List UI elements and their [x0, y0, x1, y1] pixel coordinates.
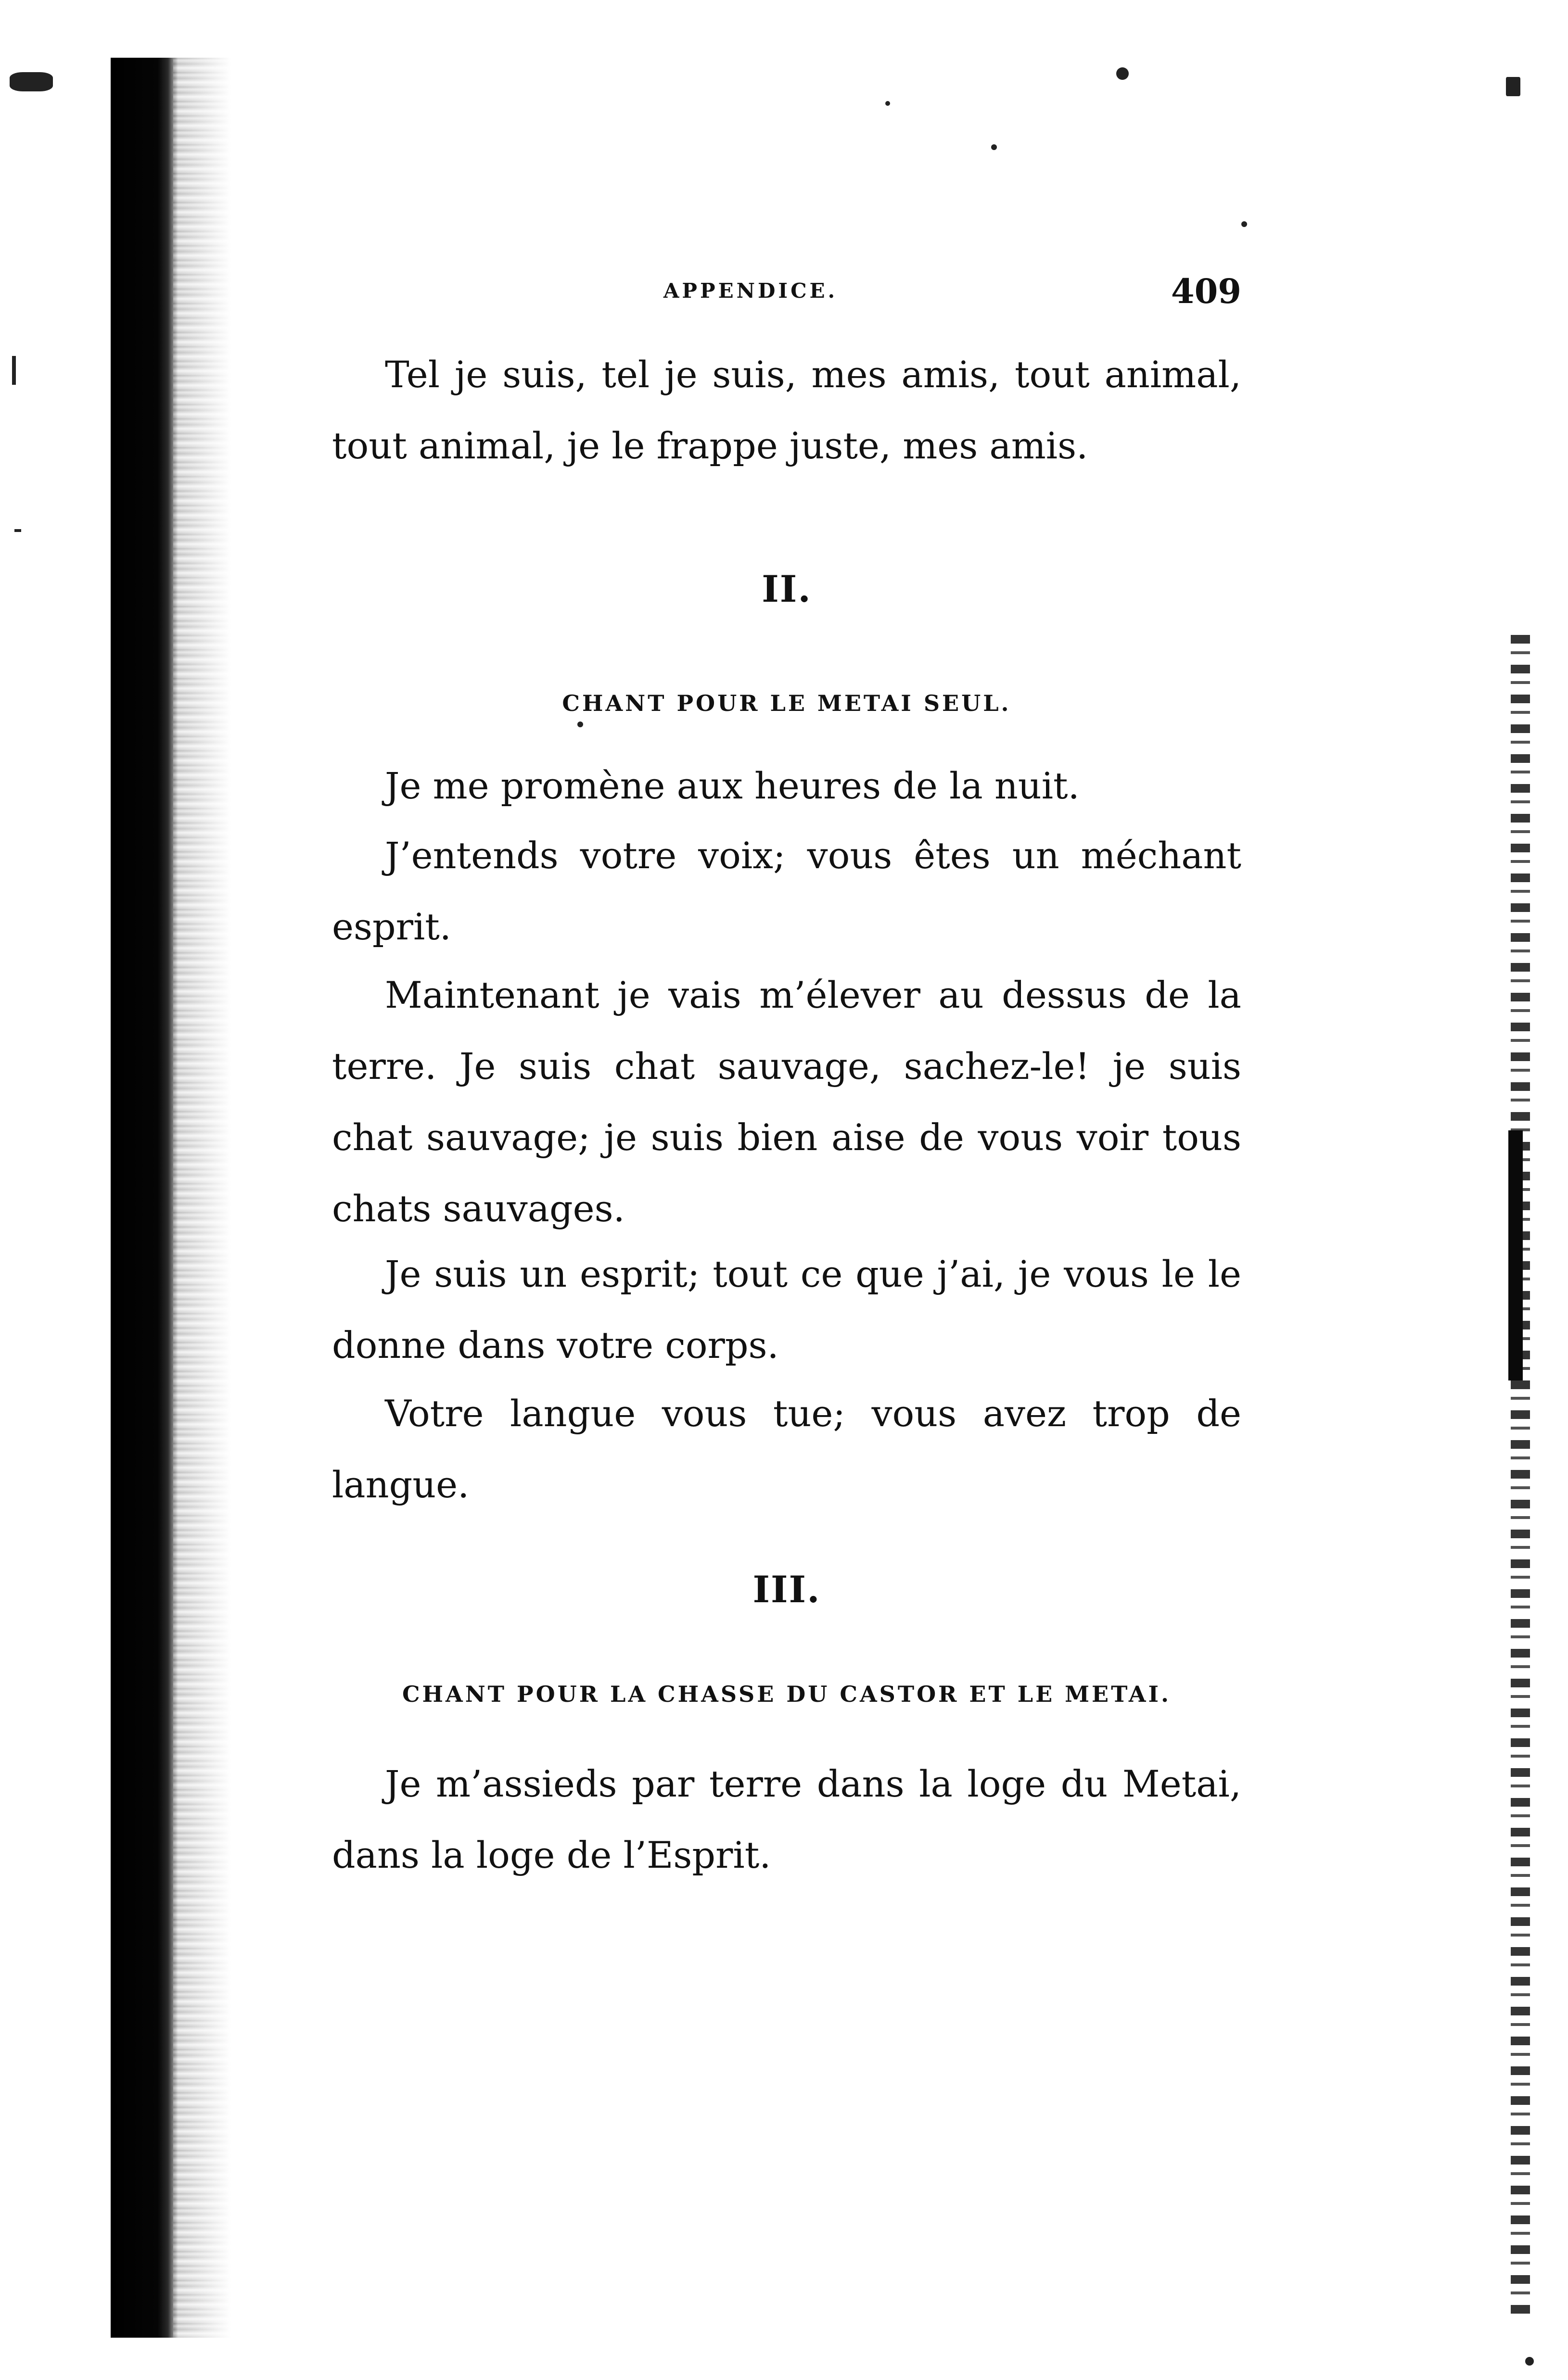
section-2-paragraph-4: Je suis un esprit; tout ce que j’ai, je vous le le donne dans votre corps. — [332, 1253, 1241, 1367]
section-number-3: III. — [752, 1568, 821, 1611]
binding-shadow — [111, 58, 178, 2338]
section-2-paragraph-1: Je me promène aux heures de la nuit. — [385, 764, 1080, 807]
section-number-2: II. — [762, 568, 812, 610]
running-head-title: APPENDICE. — [663, 279, 838, 303]
section-title-3: CHANT POUR LA CHASSE DU CASTOR ET LE METAI. — [402, 1681, 1172, 1707]
section-2-paragraph-3: Maintenant je vais m’élever au dessus de la terre. Je suis chat sauvage, sachez-le! je suis chat sauvage; je suis bien aise de vous voir tous chats sauvages. — [332, 974, 1241, 1230]
binding-edge-texture — [173, 58, 231, 2338]
page-number: 409 — [1171, 271, 1241, 311]
right-edge-artifact-dark — [1508, 1130, 1523, 1380]
paragraph-continued: Tel je suis, tel je suis, mes amis, tout animal, tout animal, je le frappe juste, mes amis. — [332, 353, 1241, 467]
right-edge-artifact — [1511, 635, 1530, 2318]
section-3-paragraph-1: Je m’assieds par terre dans la loge du Metai, dans la loge de l’Esprit. — [332, 1762, 1241, 1876]
section-2-paragraph-2: J’entends votre voix; vous êtes un méchant esprit. — [332, 834, 1241, 948]
running-head — [332, 269, 1241, 313]
section-title-2: CHANT POUR LE METAI SEUL. — [562, 690, 1011, 716]
section-2-paragraph-5: Votre langue vous tue; vous avez trop de langue. — [332, 1392, 1241, 1506]
